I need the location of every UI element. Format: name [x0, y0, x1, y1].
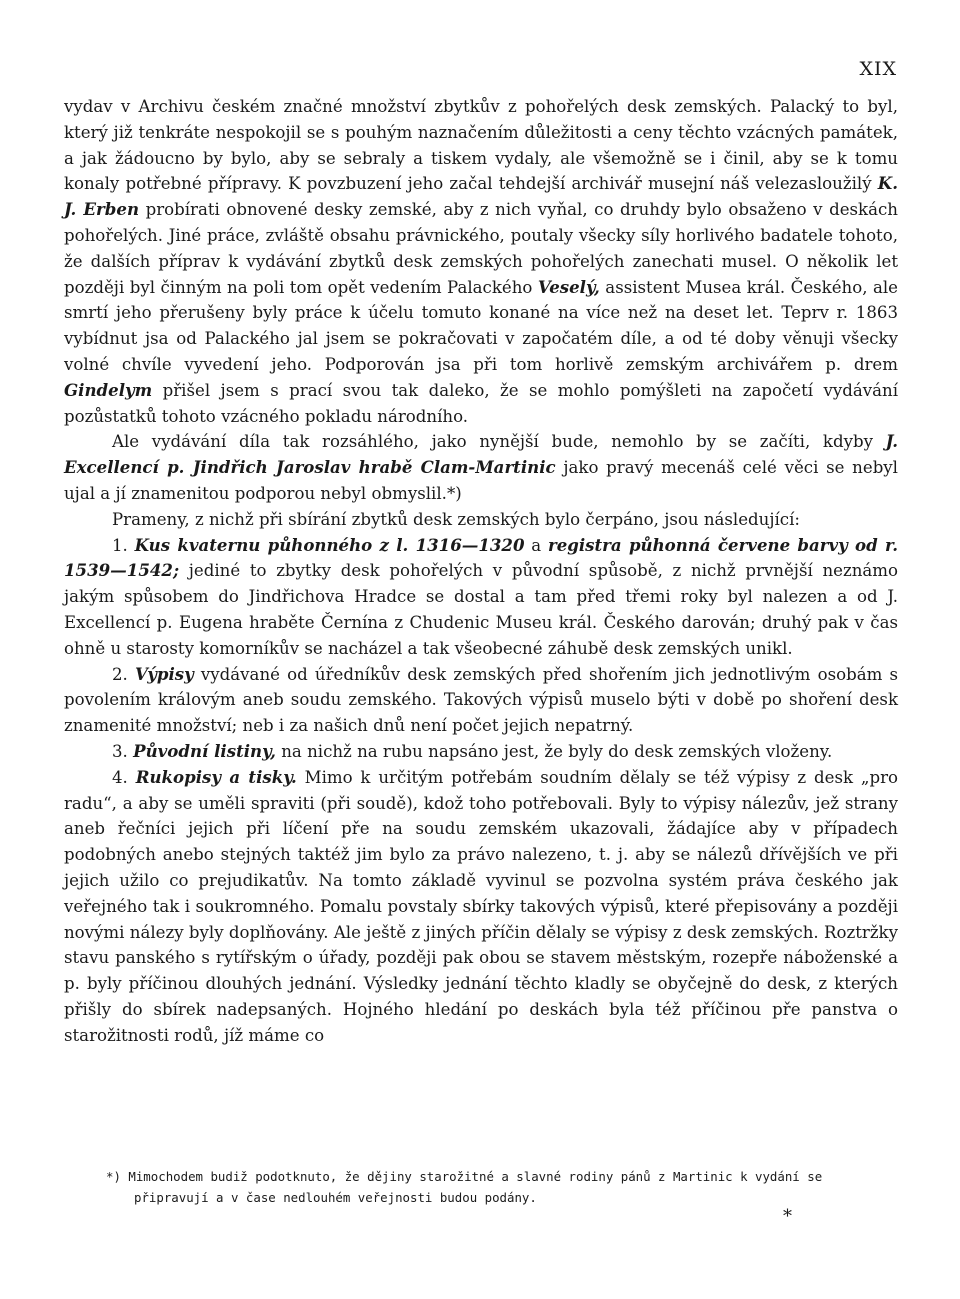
name-clam-martinic: J. Excellencí p. Jindřich Jaroslav hrabě Clam-Martinic [64, 431, 898, 478]
source-item-1: 1. Kus kvaternu půhonného z l. 1316—1320 a registra půhonná červene barvy od r. 1539—1542; jediné to zbytky desk pohořelých v původní spůsobě, z nichž prvnější neznámo jakým spůsobem do Jindřichova Hradce se dostal a tam před třemi roky byl nalezen a od J. Excellencí p. Eugena hraběte Černína z Chudenic Museu král. Českého darován; druhý pak v čas ohně u starosty komorníkův se nacházel a tak všeobecné záhubě desk zemských unikl. [64, 534, 898, 658]
paragraph-1: vydav v Archivu českém značné množství zbytkův z pohořelých desk zemských. Palacký to byl, který již tenkráte nespokojil se s pouhým naznačením důležitosti a ceny těchto vzácných památek, a jak žádoucno by bylo, aby se sebraly a tiskem vydaly, ale všemožně se i činil, aby se k tomu konaly potřebné přípravy. K povzbuzení jeho začal tehdejší archivář musejní náš velezasloužilý K. J. Erben probírati obnovené desky zemské, aby z nich vyňal, co druhdy bylo obsaženo v deskách pohořelých. Jiné práce, zvláště obsahu právnického, poutaly všecky síly horlivého badatele tohoto, že dalších příprav k vydávání zbytků desk zemských pohořelých zanechati musel. O několik let později byl činným na poli tom opět vedením Palackého Veselý, assistent Musea král. Českého, ale smrtí jeho přerušeny byly práce k účelu tomuto konané na více než na deset let. Teprv r. 1863 vybídnut jsa od Palackého jal jsem se pokračovati v započatém díle, a od té doby věnuji všecky volné chvíle vyvedení jeho. Podporován jsa při tom horlivě zemským archivářem p. drem Gindelym přišel jsem s prací svou tak daleko, že se mohlo pomýšleti na započetí vydávání pozůstatků tohoto vzácného pokladu národního. [64, 97, 899, 426]
item-number: 1. [112, 535, 128, 555]
source-item-4: 4. Rukopisy a tisky. Mimo k určitým potřebám soudním dělaly se též výpisy z desk „pro radu“, a aby se uměli spraviti (při soudě), kdož toho potřebovali. Byly to výpisy nálezův, jež strany aneb řečníci jejich při líčení pře na soudu zemském ukazovali, žádajíce aby v případech podobných anebo stejných taktéž jim bylo za právo nalezeno, t. j. aby se nálezů dřívějších ve při jejich užilo co prejudikatův. Na tomto základě vyvinul se pozvolna systém práva českého jak veřejného tak i soukromného. Pomalu povstaly sbírky takových výpisů, které přepisovány a později novými nálezy byly doplňovány. Ale ještě z jiných příčin dělaly se výpisy z desk zemských. Roztržky stavu panského s rytířským o úřady, později pak obou se stavem městským, rozepře náboženské a p. byly příčinou dlouhých jednání. Výsledky jednání těchto kladly se obyčejně do desk, z kterých přišly do sbírek nadepsaných. Hojného hledání po deskách byla též příčinou pře panstva o starožitnosti rodů, jíž máme co [64, 766, 898, 1045]
page-number: XIX [859, 58, 897, 80]
paragraph-2: Ale vydávání díla tak rozsáhlého, jako nynější bude, nemohlo by se začíti, kdyby J. Excellencí p. Jindřich Jaroslav hrabě Clam-Martinic jako pravý mecenáš celé věci se nebyl ujal a jí znamenitou podporou nebyl obmyslil.*) [64, 431, 898, 503]
source-item-3: 3. Původní listiny, na nichž na rubu napsáno jest, že byly do desk zemských vloženy. [112, 740, 833, 761]
footnote [64, 1166, 898, 1208]
item-number: 2. [112, 664, 128, 684]
name-gindely: Gindelym [64, 379, 153, 400]
name-erben: K. J. Erben [64, 173, 898, 220]
item-number: 3. [112, 741, 128, 761]
item-title: Výpisy [135, 663, 194, 684]
source-item-2: 2. Výpisy vydávané od úředníkův desk zemských před shořením jich jednotlivým osobám s povolením královým aneb soudu zemského. Takových výpisů muselo býti v době po shoření desk znamenité množství; neb i za našich dnů není počet jejich nepatrný. [64, 663, 898, 736]
main-text [64, 94, 898, 1048]
footnote-line-2: připravují a v čase nedlouhém veřejnosti budou podány. [134, 1190, 537, 1205]
item-number: 4. [112, 767, 128, 787]
signature-mark: * [783, 1206, 792, 1227]
item-title: Původní listiny, [133, 740, 276, 761]
item-title: Kus kvaternu půhonného z l. 1316—1320 [134, 534, 525, 555]
name-vesely: Veselý, [537, 276, 600, 297]
item-title: registra půhonná červene barvy od r. 1539—1542; [64, 534, 898, 581]
item-title: Rukopisy a tisky. [135, 766, 297, 787]
footnote-line-1: *) Mimochodem budiž podotknuto, že dějiny starožitné a slavné rodiny pánů z Martinic k vydání se [106, 1169, 823, 1184]
paragraph-3: Prameny, z nichž při sbírání zbytků desk zemských bylo čerpáno, jsou následující: [112, 509, 800, 529]
footnote-mark: *) [106, 1169, 121, 1184]
